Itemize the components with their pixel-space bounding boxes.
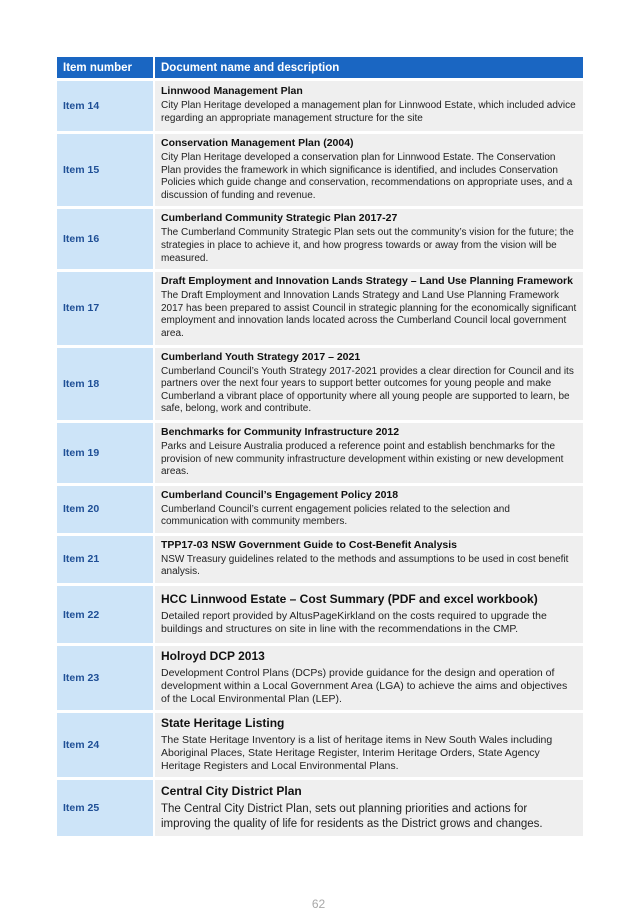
document-title: Conservation Management Plan (2004) [161,137,354,149]
document-title: TPP17-03 NSW Government Guide to Cost-Benefit Analysis [161,538,457,551]
table-row [57,643,583,710]
item-number-cell: Item 20 [57,483,155,533]
item-number-cell: Item 25 [57,777,155,836]
document-title: State Heritage Listing [161,716,285,731]
document-title: Draft Employment and Innovation Lands Strategy – Land Use Planning Framework [161,275,573,288]
document-description: The Cumberland Community Strategic Plan sets out the community’s vision for the future; the strategies in place to achieve it, and how progress towards or away from the vision will be measured. [161,227,574,264]
item-number-cell: Item 19 [57,420,155,483]
document-table [57,57,583,836]
document-cell [155,710,583,777]
table-row [57,206,583,269]
document-description: City Plan Heritage developed a management plan for Linnwood Estate, which included advice regarding an appropriate management structure for the site [161,100,576,124]
item-number-cell: Item 21 [57,533,155,583]
header-item-number: Item number [57,57,155,78]
item-number-cell: Item 23 [57,643,155,710]
document-title: HCC Linnwood Estate – Cost Summary (PDF and excel workbook) [161,592,538,607]
table-row [57,710,583,777]
document-title: Central City District Plan [161,783,302,798]
header-document: Document name and description [155,57,583,78]
item-number-cell: Item 22 [57,583,155,643]
document-title: Benchmarks for Community Infrastructure 2012 [161,425,400,438]
table-row [57,777,583,836]
document-cell [155,643,583,710]
document-description: City Plan Heritage developed a conservation plan for Linnwood Estate. The Conservation Plan provides the framework in which significance is identified, and includes Conservation Policies which guide change and conservation, recommendations on appropriate uses, and a discussion of funding and revenue. [161,152,573,201]
table-row [57,533,583,583]
document-cell [155,345,583,420]
table-row [57,78,583,131]
table-row [57,131,583,206]
document-title: Linnwood Management Plan [161,85,303,98]
document-title: Cumberland Council’s Engagement Policy 2018 [161,488,399,501]
item-number-cell: Item 14 [57,78,155,131]
document-description: Cumberland Council’s current engagement policies related to the selection and communication with community members. [161,503,510,528]
document-cell [155,269,583,344]
item-number-cell: Item 18 [57,345,155,420]
document-description: Development Control Plans (DCPs) provide guidance for the design and operation of development within a Local Government Area (LGA) to achieve the aims and objectives of the Local Environmental Plan (LEP). [161,667,568,706]
document-cell [155,131,583,206]
item-number-cell: Item 16 [57,206,155,269]
item-number-cell: Item 17 [57,269,155,344]
document-title: Holroyd DCP 2013 [161,649,265,664]
table-header-row [57,57,583,78]
document-cell [155,420,583,483]
page-number: 62 [311,897,326,911]
document-cell [155,777,583,836]
document-cell [155,78,583,131]
document-title: Cumberland Youth Strategy 2017 – 2021 [161,350,361,363]
document-description: Detailed report provided by AltusPageKirkland on the costs required to upgrade the buildings and structures on site in line with the recommendations in the CMP. [161,610,547,636]
document-title: Cumberland Community Strategic Plan 2017-27 [161,212,398,225]
document-cell [155,483,583,533]
document-description: Cumberland Council’s Youth Strategy 2017-2021 provides a clear direction for Council and its partners over the next four years to support better outcomes for young people and make Cumberland a vibrant place of opportunity where all young people are supported to learn, be safe, belong, work and contribute. [161,365,574,415]
document-description: NSW Treasury guidelines related to the methods and assumptions to be used in cost benefit analysis. [161,553,569,578]
document-description: The Draft Employment and Innovation Lands Strategy and Land Use Planning Framework 2017 has been prepared to assist Council in strategic planning for the economically significant employment and innovation lands located across the Cumberland Council local government area. [161,290,577,339]
table-row [57,269,583,344]
table-row [57,483,583,533]
table-row [57,345,583,420]
table-row [57,420,583,483]
item-number-cell: Item 15 [57,131,155,206]
document-cell [155,533,583,583]
document-description: The State Heritage Inventory is a list of heritage items in New South Wales including Aboriginal Places, State Heritage Register, Interim Heritage Orders, State Agency Heritage Registers and Local Environmental Plans. [161,734,553,773]
document-description: The Central City District Plan, sets out planning priorities and actions for improving the quality of life for residents as the District grows and changes. [161,802,543,830]
table-row [57,583,583,643]
document-cell [155,206,583,269]
document-cell [155,583,583,643]
item-number-cell: Item 24 [57,710,155,777]
document-description: Parks and Leisure Australia produced a reference point and establish benchmarks for the provision of new community infrastructure development within existing or new development areas. [161,440,564,478]
